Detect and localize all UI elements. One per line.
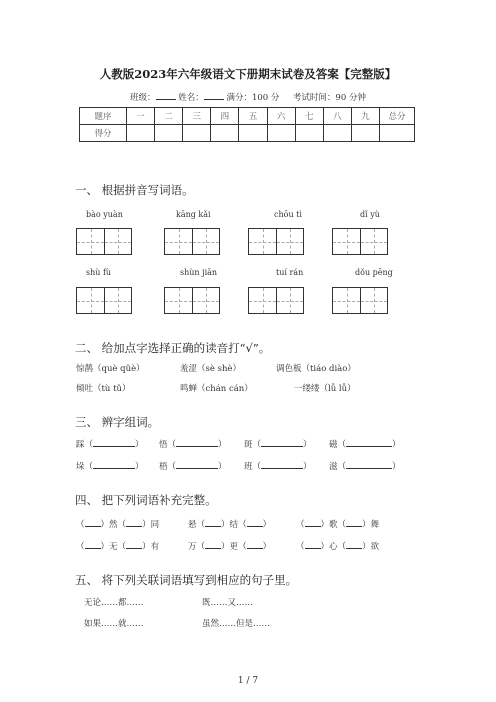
answer-blank[interactable] xyxy=(346,540,362,549)
score-header-cell: 一 xyxy=(127,108,155,125)
score-label: 满分：100 分 xyxy=(226,93,280,103)
answer-blank[interactable] xyxy=(126,518,142,527)
word-item: 垛（ ） xyxy=(76,462,144,472)
word-char: 梧 xyxy=(159,462,168,472)
score-value-row xyxy=(80,125,415,142)
conjunction-pair: 既……又…… xyxy=(202,598,254,608)
score-cell[interactable] xyxy=(323,125,351,142)
score-header-cell: 题序 xyxy=(80,108,127,125)
word-item: 悟（ ） xyxy=(159,440,227,450)
answer-blank[interactable] xyxy=(305,540,321,549)
word-char: 踩 xyxy=(76,440,85,450)
answer-blank[interactable] xyxy=(261,438,303,447)
idiom-char: 然 xyxy=(109,520,118,530)
section4-heading: 四、 把下列词语补充完整。 xyxy=(75,493,217,507)
pinyin-label: dǐ yù xyxy=(360,210,380,219)
word-item: 梧（ ） xyxy=(159,462,227,472)
conjunction-pair: 如果……就…… xyxy=(84,619,144,629)
score-cell[interactable] xyxy=(351,125,379,142)
word-char: 斑 xyxy=(244,440,253,450)
pronunciation-item[interactable]: 一缕缕（lǚ lǚ） xyxy=(294,384,356,394)
section3-heading: 三、 辨字组词。 xyxy=(75,415,160,429)
idiom-char: 欲 xyxy=(370,542,380,552)
score-cell[interactable] xyxy=(267,125,295,142)
score-cell[interactable] xyxy=(127,125,155,142)
score-table xyxy=(79,107,415,142)
score-cell[interactable] xyxy=(295,125,323,142)
idiom-item: （ ）无（ ）有 xyxy=(76,542,160,552)
answer-blank[interactable] xyxy=(85,540,101,549)
writing-grid[interactable] xyxy=(164,228,220,255)
word-char: 滋 xyxy=(329,462,338,472)
answer-blank[interactable] xyxy=(261,460,303,469)
idiom-item: （ ）歌（ ）舞 xyxy=(296,520,380,530)
score-header-cell: 二 xyxy=(155,108,183,125)
class-blank xyxy=(156,90,176,100)
answer-blank[interactable] xyxy=(93,438,135,447)
idiom-char: 同 xyxy=(150,520,160,530)
word-item: 踩（ ） xyxy=(76,440,144,450)
exam-info xyxy=(0,90,496,103)
idiom-char: 无 xyxy=(109,542,118,552)
answer-blank[interactable] xyxy=(346,518,362,527)
class-label: 班级： xyxy=(130,93,156,103)
pronunciation-item[interactable]: 羞涩（sè shè） xyxy=(180,364,241,374)
word-item: 滋（ ） xyxy=(329,462,401,472)
conjunction-pair: 虽然……但是…… xyxy=(202,619,271,629)
score-cell[interactable] xyxy=(239,125,267,142)
pinyin-label: kāng kǎi xyxy=(176,210,211,219)
answer-blank[interactable] xyxy=(205,540,221,549)
score-header-cell: 总分 xyxy=(380,108,415,125)
page-title: 人教版2023年六年级语文下册期末试卷及答案【完整版】 xyxy=(99,67,397,81)
score-cell[interactable] xyxy=(380,125,415,142)
idiom-char: 心 xyxy=(329,542,338,552)
pronunciation-item[interactable]: 惊鹊（què qüè） xyxy=(76,364,145,374)
word-char: 垛 xyxy=(76,462,85,472)
pinyin-label: chōu tì xyxy=(274,210,302,219)
pinyin-label: shùn jiān xyxy=(180,268,218,277)
score-header-cell: 五 xyxy=(239,108,267,125)
answer-blank[interactable] xyxy=(205,518,221,527)
score-header-cell: 七 xyxy=(295,108,323,125)
idiom-char: 更 xyxy=(229,542,239,552)
answer-blank[interactable] xyxy=(346,438,392,447)
word-item: 斑（ ） xyxy=(244,440,312,450)
writing-grid[interactable] xyxy=(248,228,304,255)
word-item: 班（ ） xyxy=(244,462,312,472)
answer-blank[interactable] xyxy=(247,518,263,527)
answer-blank[interactable] xyxy=(176,460,218,469)
answer-blank[interactable] xyxy=(93,460,135,469)
page-number: 1 / 7 xyxy=(237,676,259,686)
pronunciation-item[interactable]: 倾吐（tù tǔ） xyxy=(76,384,131,394)
conjunction-pair: 无论……都…… xyxy=(84,598,144,608)
answer-blank[interactable] xyxy=(85,518,101,527)
idiom-char: 舞 xyxy=(370,520,380,530)
score-header-cell: 四 xyxy=(211,108,239,125)
idiom-char: 结 xyxy=(229,520,239,530)
writing-grid[interactable] xyxy=(248,287,304,314)
idiom-item: （ ）然（ ）同 xyxy=(76,520,160,530)
time-label: 考试时间：90 分钟 xyxy=(292,93,366,103)
pronunciation-item[interactable]: 鸣蝉（chán cán） xyxy=(180,384,253,394)
answer-blank[interactable] xyxy=(247,540,263,549)
writing-grid[interactable] xyxy=(164,287,220,314)
score-header-row xyxy=(80,108,415,125)
score-cell[interactable] xyxy=(183,125,211,142)
pinyin-label: tuí rán xyxy=(276,268,304,277)
pinyin-label: bào yuàn xyxy=(86,210,123,219)
section5-heading: 五、 将下列关联词语填写到相应的句子里。 xyxy=(75,573,298,587)
pinyin-label: dǒu pēng xyxy=(355,268,393,277)
word-char: 班 xyxy=(244,462,253,472)
answer-blank[interactable] xyxy=(305,518,321,527)
writing-grid[interactable] xyxy=(332,228,388,255)
idiom-item: 悬（ ）结（ ） xyxy=(188,520,272,530)
score-cell[interactable] xyxy=(211,125,239,142)
writing-grid[interactable] xyxy=(332,287,388,314)
idiom-item: （ ）心（ ）欲 xyxy=(296,542,380,552)
answer-blank[interactable] xyxy=(126,540,142,549)
word-char: 悟 xyxy=(159,440,168,450)
score-cell[interactable] xyxy=(155,125,183,142)
name-label: 姓名： xyxy=(178,93,204,103)
writing-grid[interactable] xyxy=(76,287,132,314)
score-header-cell: 八 xyxy=(323,108,351,125)
answer-blank[interactable] xyxy=(176,438,218,447)
score-header-cell: 三 xyxy=(183,108,211,125)
answer-blank[interactable] xyxy=(346,460,392,469)
idiom-char: 万 xyxy=(188,542,197,552)
idiom-char: 有 xyxy=(150,542,160,552)
section2-heading: 二、 给加点字选择正确的读音打“√”。 xyxy=(75,341,271,355)
name-blank xyxy=(204,90,224,100)
idiom-item: 万（ ）更（ ） xyxy=(188,542,272,552)
writing-grid[interactable] xyxy=(76,228,132,255)
score-row-label: 得分 xyxy=(80,125,127,142)
word-item: 磁（ ） xyxy=(329,440,401,450)
score-header-cell: 九 xyxy=(351,108,379,125)
word-char: 磁 xyxy=(329,440,338,450)
idiom-char: 歌 xyxy=(329,520,338,530)
section1-heading: 一、 根据拼音写词语。 xyxy=(75,183,194,197)
pinyin-label: shù fù xyxy=(86,268,112,277)
idiom-char: 悬 xyxy=(188,520,197,530)
score-header-cell: 六 xyxy=(267,108,295,125)
pronunciation-item[interactable]: 调色板（tiáo diào） xyxy=(276,364,356,374)
